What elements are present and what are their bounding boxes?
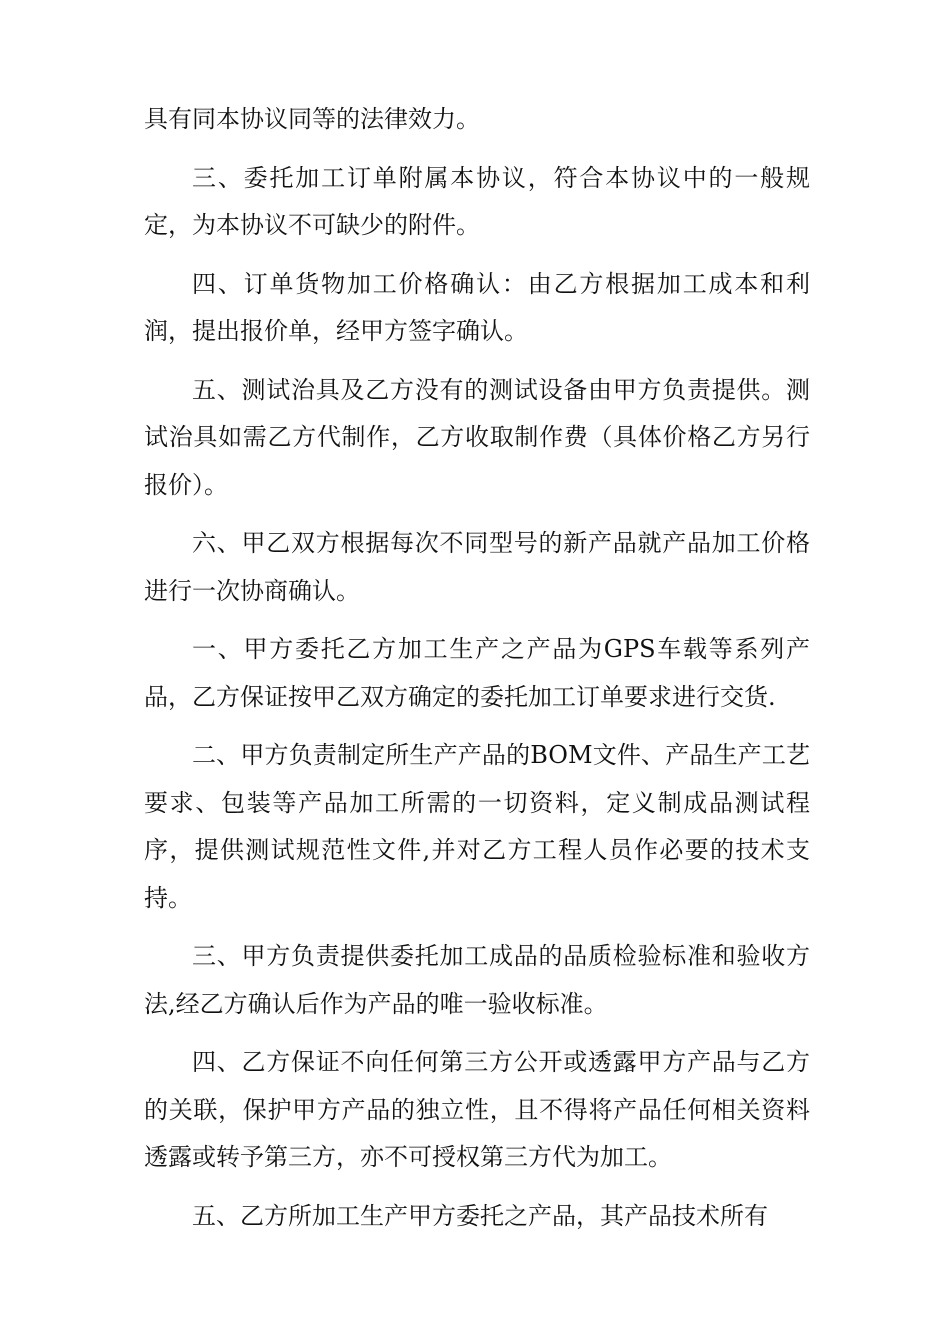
paragraph-confidentiality: 四、乙方保证不向任何第三方公开或透露甲方产品与乙方的关联，保护甲方产品的独立性，且不得将产品任何相关资料透露或转予第三方，亦不可授权第三方代为加工。 — [144, 1048, 810, 1171]
document-body — [144, 96, 810, 1251]
paragraph-price-negotiation: 六、甲乙双方根据每次不同型号的新产品就产品加工价格进行一次协商确认。 — [144, 529, 810, 605]
paragraph-quality-standard: 三、甲方负责提供委托加工成品的品质检验标准和验收方法,经乙方确认后作为产品的唯一验收标准。 — [144, 942, 810, 1018]
paragraph-order-attachment: 三、委托加工订单附属本协议，符合本协议中的一般规定，为本协议不可缺少的附件。 — [144, 163, 810, 239]
paragraph-product-scope: 一、甲方委托乙方加工生产之产品为GPS车载等系列产品，乙方保证按甲乙双方确定的委托加工订单要求进行交货. — [144, 635, 810, 711]
paragraph-bom-responsibility: 二、甲方负责制定所生产产品的BOM文件、产品生产工艺要求、包装等产品加工所需的一切资料，定义制成品测试程序，提供测试规范性文件,并对乙方工程人员作必要的技术支持。 — [144, 741, 810, 912]
paragraph-legal-effect: 具有同本协议同等的法律效力。 — [144, 105, 480, 133]
paragraph-test-fixtures: 五、测试治具及乙方没有的测试设备由甲方负责提供。测试治具如需乙方代制作，乙方收取制作费（具体价格乙方另行报价）。 — [144, 375, 810, 499]
paragraph-price-confirmation: 四、订单货物加工价格确认：由乙方根据加工成本和利润，提出报价单，经甲方签字确认。 — [144, 269, 810, 345]
paragraph-technology-ownership: 五、乙方所加工生产甲方委托之产品，其产品技术所有 — [192, 1201, 768, 1230]
